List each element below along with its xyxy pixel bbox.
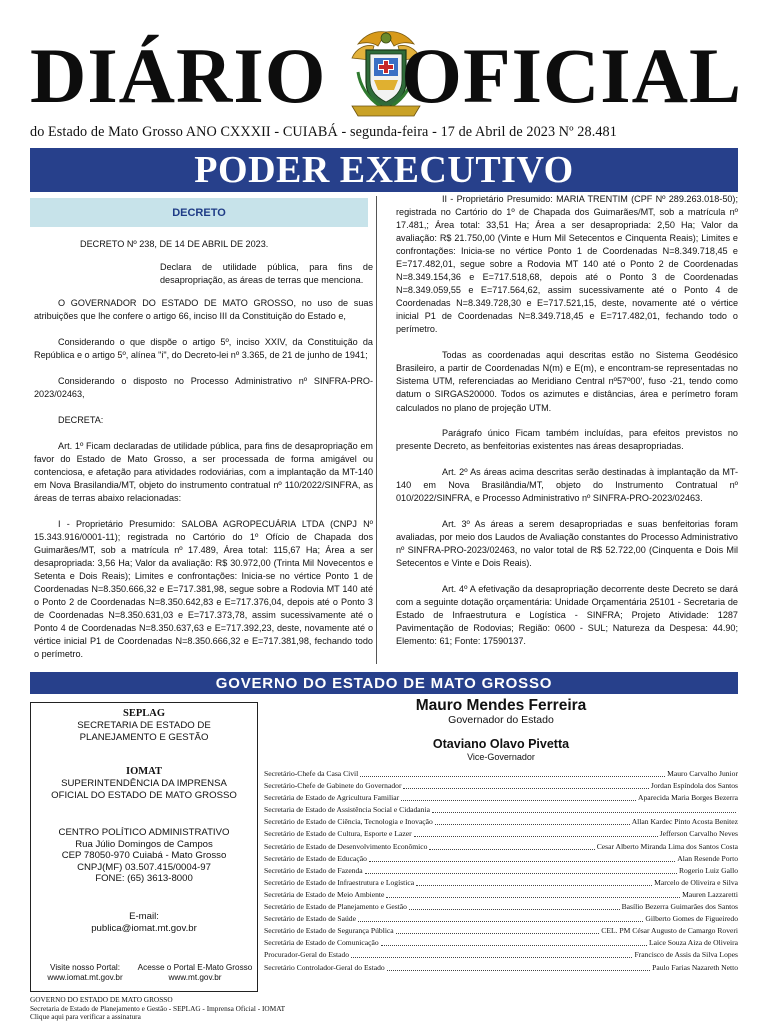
masthead-subtitle: do Estado de Mato Grosso ANO CXXXII - CUIABÁ - segunda-feira - 17 de Abril de 2023 Nº 28.481 bbox=[30, 124, 617, 140]
dot-leader bbox=[360, 768, 665, 777]
secretary-name: Cesar Alberto Miranda Lima dos Santos Costa bbox=[596, 841, 738, 851]
footer bbox=[30, 996, 738, 1022]
decree-title: DECRETO Nº 238, DE 14 DE ABRIL DE 2023. bbox=[80, 239, 269, 249]
secretary-name: Alan Resende Porto bbox=[677, 853, 738, 863]
secretary-row bbox=[264, 841, 738, 853]
seplag-line: PLANEJAMENTO E GESTÃO bbox=[79, 731, 209, 743]
secretary-row bbox=[264, 877, 738, 889]
address-line: CEP 78050-970 Cuiabá - Mato Grosso bbox=[61, 850, 227, 862]
secretary-role: Secretário de Estado de Infraestrutura e Logística bbox=[264, 877, 415, 887]
iomat-line: SUPERINTENDÊNCIA DA IMPRENSA bbox=[61, 778, 227, 789]
secretary-role: Secretário de Estado de Segurança Pública bbox=[264, 926, 394, 936]
secretary-role: Secretário de Estado de Saúde bbox=[264, 914, 356, 924]
dot-leader bbox=[435, 816, 630, 825]
portal-url: www.mt.gov.br bbox=[168, 972, 222, 982]
email-label: E-mail: bbox=[129, 911, 159, 922]
dot-leader bbox=[381, 937, 647, 946]
address-line: FONE: (65) 3613-8000 bbox=[95, 873, 193, 885]
secretary-name: Jordan Espíndola dos Santos bbox=[650, 781, 738, 791]
dot-leader bbox=[365, 865, 677, 874]
dot-leader bbox=[414, 828, 658, 837]
seplag-line: SECRETARIA DE ESTADO DE bbox=[77, 720, 211, 731]
secretary-row bbox=[264, 853, 738, 865]
secretary-row bbox=[264, 949, 738, 961]
decree-paragraph: O GOVERNADOR DO ESTADO DE MATO GROSSO, no uso de suas atribuições que lhe confere o artigo 66, inciso III da Constituição do Estado e, bbox=[34, 298, 373, 322]
vice-governor-name: Otaviano Olavo Pivetta bbox=[432, 737, 570, 751]
masthead-title-left: DIÁRIO bbox=[30, 32, 327, 119]
masthead-title-right: OFICIAL bbox=[401, 32, 742, 119]
portal-link-iomat[interactable] bbox=[35, 963, 135, 982]
secretary-name: Jefferson Carvalho Neves bbox=[659, 829, 738, 839]
secretary-row bbox=[264, 889, 738, 901]
secretary-row bbox=[264, 792, 738, 804]
secretary-name: Aparecida Maria Borges Bezerra bbox=[637, 793, 738, 803]
dot-leader bbox=[386, 889, 680, 898]
decree-paragraph: I - Proprietário Presumido: SALOBA AGROPECUÁRIA LTDA (CNPJ Nº 15.343.916/0001-11); registrada no Cartório do 1º Ofício de Chapada dos Guimarães/MT, sob a matrícula nº 17.489, Área total: 115,67 Ha; Área a ser desapropriada: 3,56 Ha; Valor da avaliação: R$ 30.972,00 (Trinta Mil Novecentos e Setenta e Dois Reais); Limites e confrontações: Inicia-se no vértice Ponto 1 de Coordenadas N=8.350.666,32 e E=717.381,98, segue sobre a Rodovia MT 140 até o Ponto 2 de Coordenadas N=8.350.642,83 e E=717.376,04, depois até o Ponto 3 de Coordenadas N=8.350.631,03 e E=717.373,78, assim sucessivamente até o Ponto 4 de Coordenadas N=8.350.637,63 e E=717.392,23, deste, novamente até o vértice inicial P1 de Coordenadas N=8.350.666,32 e E=717.381,98, fechando todo o perímetro. bbox=[34, 518, 373, 660]
secretary-role: Secretário de Estado de Educação bbox=[264, 853, 367, 863]
secretary-row bbox=[264, 804, 738, 816]
address-line: Rua Júlio Domingos de Campos bbox=[75, 838, 213, 850]
secretary-role: Secretária de Estado de Meio Ambiente bbox=[264, 889, 385, 899]
secretary-row bbox=[264, 913, 738, 925]
secretary-role: Secretário-Chefe de Gabinete do Governador bbox=[264, 781, 402, 791]
secretary-name: Gilberto Gomes de Figueiredo bbox=[645, 914, 738, 924]
secretaries-list bbox=[264, 768, 738, 974]
secretary-name: Allan Kardec Pinto Acosta Benitez bbox=[631, 817, 738, 827]
secretary-row bbox=[264, 865, 738, 877]
secretary-role: Secretário de Estado de Ciência, Tecnologia e Inovação bbox=[264, 817, 433, 827]
secretary-row bbox=[264, 780, 738, 792]
secretary-role: Procurador-Geral do Estado bbox=[264, 950, 350, 960]
email-address[interactable]: publica@iomat.mt.gov.br bbox=[91, 922, 197, 934]
dot-leader bbox=[351, 949, 632, 958]
dot-leader bbox=[432, 804, 736, 813]
decree-paragraph: Considerando o que dispõe o artigo 5º, inciso XXIV, da Constituição da República e o artigo 5º, alínea "i", do Decreto-lei nº 3.365, de 21 de junho de 1941; bbox=[34, 337, 373, 361]
secretary-row bbox=[264, 901, 738, 913]
dot-leader bbox=[403, 780, 648, 789]
decree-paragraph: Art. 2º As áreas acima descritas serão destinadas à implantação da MT-140 em Nova Brasilândia/MT, objeto do Instrumento Contratual nº 010/2022/SINFRA, e Processo Administrativo nº SINFRA-PRO-2023/02463. bbox=[396, 467, 738, 504]
decree-paragraph: DECRETA: bbox=[58, 414, 104, 425]
secretary-role: Secretária de Estado de Agricultura Familiar bbox=[264, 793, 400, 803]
portal-link-emt[interactable] bbox=[135, 963, 255, 982]
decreto-header: DECRETO bbox=[30, 198, 368, 227]
governor-name: Mauro Mendes Ferreira bbox=[415, 697, 587, 714]
dot-leader bbox=[409, 901, 620, 910]
verify-signature-link[interactable]: Clique aqui para verificar a assinatura bbox=[30, 1012, 141, 1022]
secretary-row bbox=[264, 768, 738, 780]
secretary-name: Paulo Farias Nazareth Netto bbox=[652, 962, 738, 972]
column-divider bbox=[376, 196, 377, 664]
secretary-name: Marcelo de Oliveira e Silva bbox=[654, 877, 738, 887]
secretary-name: Mauro Carvalho Junior bbox=[667, 769, 738, 778]
dot-leader bbox=[369, 853, 675, 862]
poder-executivo-banner: PODER EXECUTIVO bbox=[30, 148, 738, 192]
secretary-name: Francisco de Assis da Silva Lopes bbox=[634, 950, 738, 960]
address-line: CNPJ(MF) 03.507.415/0004-97 bbox=[77, 861, 211, 873]
decree-paragraph: II - Proprietário Presumido: MARIA TRENTIM (CPF Nº 289.263.018-50); registrada no Cartório do 1º de Chapada dos Guimarães/MT, sob a matrícula nº 17.481,; Área total: 33,51 Ha; Área a ser desapropriada: 2,50 Ha; Valor da avaliação: R$ 21.750,00 (Vinte e Hum Mil Setecentos e Cinquenta Reais); Limites e confrontações: Inicia-se no vértice Ponto 1 de Coordenadas N=8.349.718,45 e E=717.482,01, segue sobre a Rodovia MT 140 até o Ponto 2 de Coordenadas N=8.349.154,36 e E=717.518,68, depois até o Ponto 3 de Coordenadas N=8.349.059,55 e E=717.564,62, assim sucessivamente até o Ponto 4 de Coordenadas N=8.349.728,30 e E=717.521,15, deste, novamente até o vértice inicial P1 de Coordenadas N=8.349.718,45 e E=717.482,01, fechando todo o perímetro. bbox=[396, 194, 738, 335]
right-column bbox=[396, 193, 738, 661]
dot-leader bbox=[416, 877, 652, 886]
secretary-role: Secretário de Estado de Fazenda bbox=[264, 865, 363, 875]
seplag-title: SEPLAG bbox=[122, 708, 165, 719]
secretary-role: Secretário-Chefe da Casa Civil bbox=[264, 769, 359, 778]
decree-paragraph: Considerando o disposto no Processo Administrativo nº SINFRA-PRO-2023/02463, bbox=[34, 375, 373, 399]
decree-paragraph: Art. 1º Ficam declaradas de utilidade pública, para fins de desapropriação em favor do Estado de Mato Grosso, a ser processada de forma amigável ou contenciosa, e afetação para atividades rodoviárias, com a implantação da MT-140 em Nova Brasilandia/MT, objeto do instrumento contratual nº 110/2022/SINFRA, as áreas de terras abaixo relacionadas: bbox=[34, 440, 373, 503]
masthead bbox=[30, 28, 742, 124]
decree-paragraph: Art. 3º As áreas a serem desapropriadas e suas benfeitorias foram avaliadas, por meio dos Laudos de Avaliação constantes do Processo Administrativo nº SINFRA-PRO-2023/02463, no valor total de R$ 52.722,00 (Cinquenta e Dois Mil Setecentos e Vinte e Dois Reais). bbox=[396, 519, 738, 569]
publisher-info-box bbox=[30, 702, 258, 992]
dot-leader bbox=[358, 913, 643, 922]
secretary-row bbox=[264, 937, 738, 949]
dot-leader bbox=[429, 841, 594, 850]
secretary-role: Secretário de Estado de Cultura, Esporte e Lazer bbox=[264, 829, 412, 839]
secretary-row bbox=[264, 828, 738, 840]
portal-label: Acesse o Portal E-Mato Grosso bbox=[137, 963, 253, 972]
iomat-line: OFICIAL DO ESTADO DE MATO GROSSO bbox=[51, 789, 237, 801]
portal-url: www.iomat.mt.gov.br bbox=[47, 972, 123, 982]
left-column bbox=[34, 238, 373, 674]
secretary-name: Rogerio Luiz Gallo bbox=[678, 865, 738, 875]
vice-governor-role: Vice-Governador bbox=[467, 752, 535, 762]
secretary-role: Secretaria de Estado de Assistência Social e Cidadania bbox=[264, 805, 430, 815]
iomat-title: IOMAT bbox=[126, 766, 162, 777]
secretary-row bbox=[264, 962, 738, 974]
dot-leader bbox=[396, 925, 600, 934]
secretary-role: Secretária de Estado de Comunicação bbox=[264, 938, 379, 948]
secretary-name: Basílio Bezerra Guimarães dos Santos bbox=[621, 902, 738, 912]
decree-paragraph: Todas as coordenadas aqui descritas estão no Sistema Geodésico Brasileiro, a partir de Coordenadas N(m) e E(m), e encontram-se representadas no Sistema UTM, referenciadas ao Meridiano Central nº57º00', fuso -21, tendo como datum o SIRGAS20000. Todos os azimutes e distâncias, área e perímetro foram calculados no plano de projeção UTM. bbox=[396, 350, 738, 413]
secretary-name: Laice Souza Aiza de Oliveira bbox=[649, 938, 738, 948]
portal-label: Visite nosso Portal: bbox=[50, 963, 120, 972]
secretary-role: Secretário de Estado de Planejamento e Gestão bbox=[264, 902, 407, 912]
dot-leader bbox=[401, 792, 636, 801]
decree-summary: Declara de utilidade pública, para fins de desapropriação, as áreas de terras que menciona. bbox=[160, 262, 373, 286]
footer-line: GOVERNO DO ESTADO DE MATO GROSSO bbox=[30, 995, 173, 1004]
dot-leader bbox=[387, 962, 650, 971]
secretary-name: CEL. PM César Augusto de Camargo Roveri bbox=[601, 926, 738, 936]
decree-paragraph: Parágrafo único Ficam também incluídas, para efeitos previstos no presente Decreto, as benfeitorias existentes nas áreas desapropriadas. bbox=[396, 428, 738, 452]
address-line: CENTRO POLÍTICO ADMINISTRATIVO bbox=[58, 827, 230, 838]
secretary-role: Secretário Controlador-Geral do Estado bbox=[264, 962, 385, 972]
secretary-row bbox=[264, 816, 738, 828]
footer-line: Secretaria de Estado de Planejamento e Gestão - SEPLAG - Imprensa Oficial - IOMAT bbox=[30, 1003, 286, 1013]
secretary-row bbox=[264, 925, 738, 937]
decree-paragraph: Art. 4º A efetivação da desapropriação decorrente deste Decreto se dará com a seguinte dotação orçamentária: Unidade Orçamentária 25101 - Secretaria de Estado de Infraestrutura e Logística - SINFRA; Projeto Atividade: 1287 Pavimentação de Rodovias; Região: 0600 - SUL; Natureza da Despesa: 44.90; Elemento: 61; Fonte: 17590137. bbox=[396, 584, 738, 647]
governo-banner: GOVERNO DO ESTADO DE MATO GROSSO bbox=[30, 672, 738, 694]
governor-role: Governador do Estado bbox=[448, 714, 554, 726]
secretary-role: Secretário de Estado de Desenvolvimento Econômico bbox=[264, 841, 428, 851]
secretary-name: Mauren Lazzaretti bbox=[682, 889, 738, 899]
